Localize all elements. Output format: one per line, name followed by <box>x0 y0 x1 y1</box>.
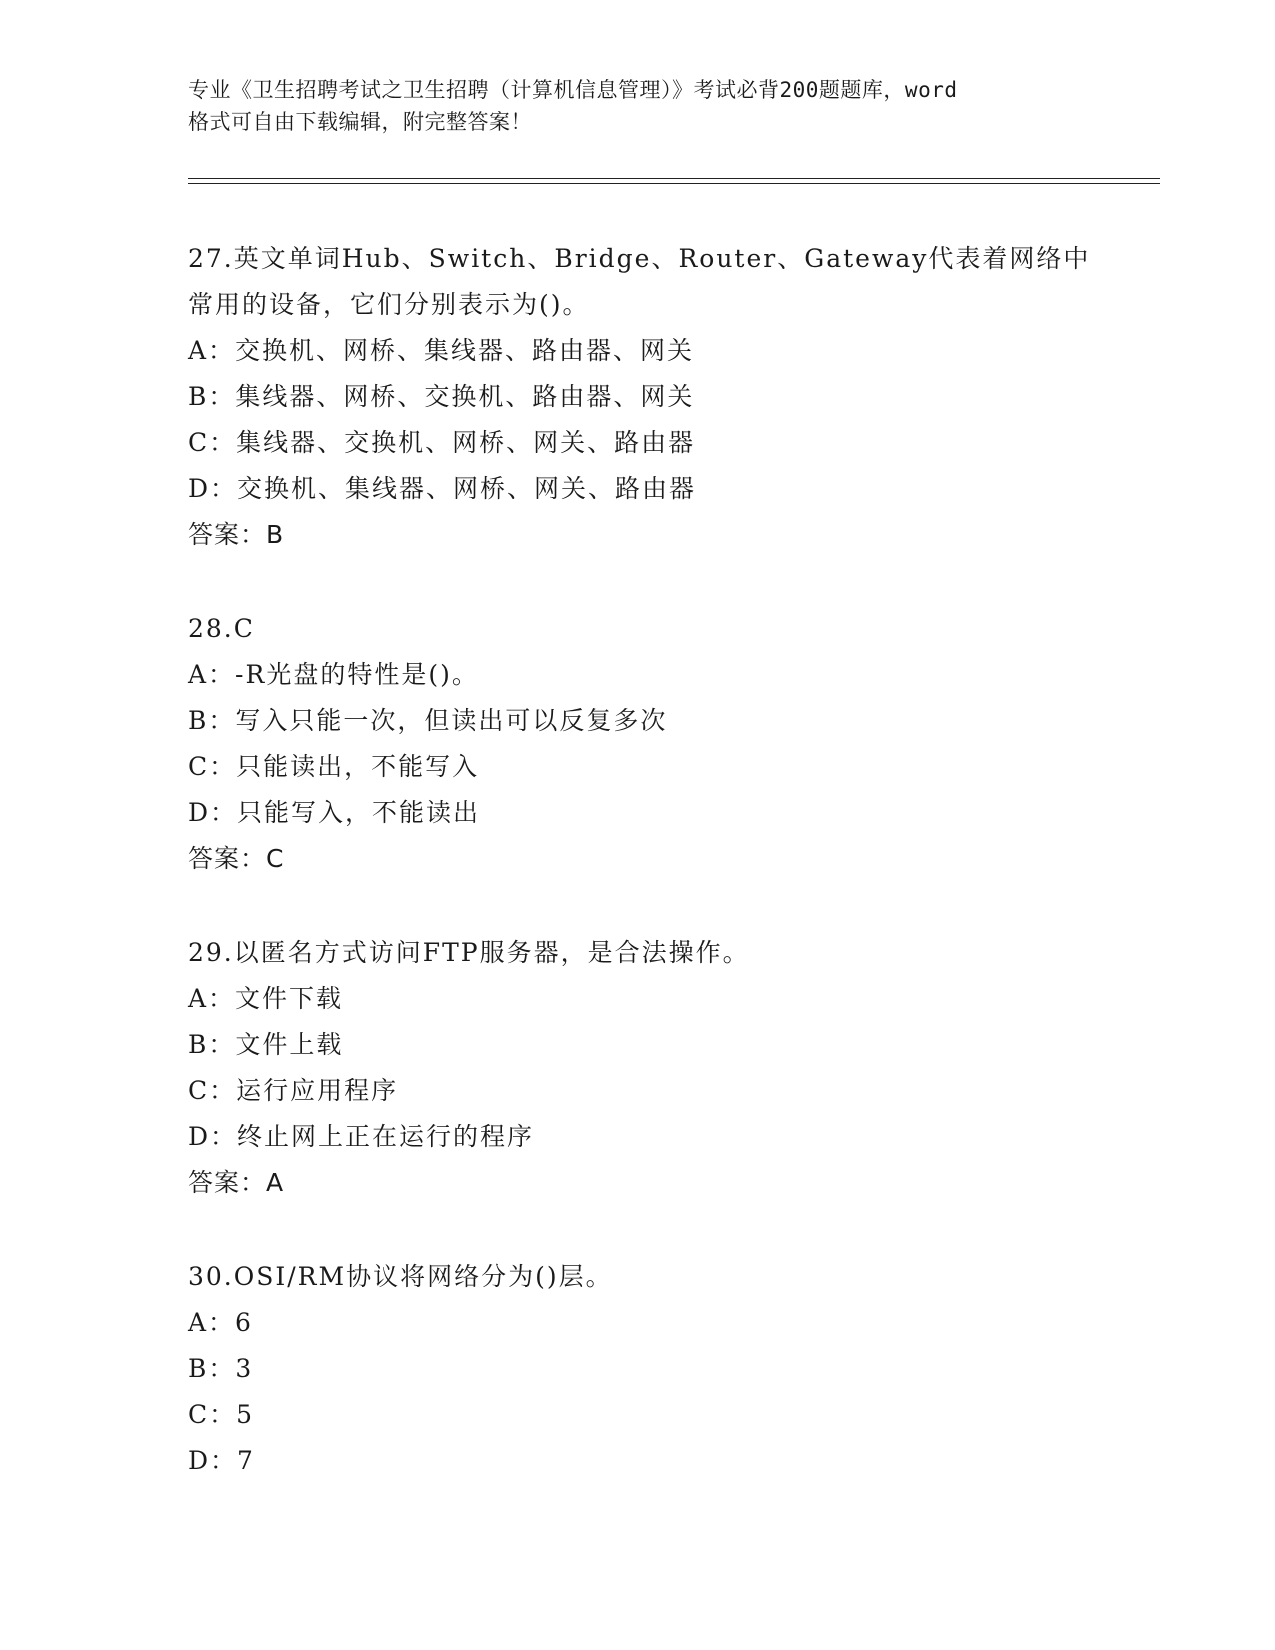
option-c: C：集线器、交换机、网桥、网关、路由器 <box>188 428 696 457</box>
option-c: C：只能读出，不能写入 <box>188 752 480 781</box>
question-stem: 29.以匿名方式访问FTP服务器，是合法操作。 <box>188 938 750 967</box>
option-b: B：写入只能一次，但读出可以反复多次 <box>188 706 668 735</box>
option-d: D：交换机、集线器、网桥、网关、路由器 <box>188 474 697 503</box>
question-28 <box>188 606 1088 882</box>
option-b: B：集线器、网桥、交换机、路由器、网关 <box>188 382 695 411</box>
option-c: C：5 <box>188 1400 255 1429</box>
header-divider-top <box>188 178 1160 179</box>
option-a: A：-R光盘的特性是()。 <box>188 660 479 689</box>
option-a: A：文件下载 <box>188 984 344 1013</box>
option-d: D：只能写入，不能读出 <box>188 798 481 827</box>
answer-line: 答案：B <box>188 520 285 549</box>
answer-line: 答案：A <box>188 1168 285 1197</box>
question-list <box>188 236 1091 1532</box>
document-header <box>188 74 1108 138</box>
option-b: B：3 <box>188 1354 254 1383</box>
header-line-1: 专业《卫生招聘考试之卫生招聘（计算机信息管理）》考试必背200题题库，word <box>188 78 958 102</box>
option-a: A：6 <box>188 1308 253 1337</box>
option-a: A：交换机、网桥、集线器、路由器、网关 <box>188 336 695 365</box>
question-stem-continued: 常用的设备，它们分别表示为()。 <box>188 290 590 319</box>
question-stem: 27.英文单词Hub、Switch、Bridge、Router、Gateway代表着网络中 <box>188 244 1091 273</box>
answer-line: 答案：C <box>188 844 285 873</box>
question-27 <box>188 236 1091 558</box>
option-c: C：运行应用程序 <box>188 1076 399 1105</box>
question-29 <box>188 930 1088 1206</box>
question-stem: 28.C <box>188 614 255 643</box>
option-d: D：终止网上正在运行的程序 <box>188 1122 535 1151</box>
header-line-2: 格式可自由下载编辑，附完整答案！ <box>188 110 532 134</box>
question-stem: 30.OSI/RM协议将网络分为()层。 <box>188 1262 613 1291</box>
option-b: B：文件上载 <box>188 1030 344 1059</box>
option-d: D：7 <box>188 1446 255 1475</box>
header-divider-bottom <box>188 183 1160 184</box>
question-30 <box>188 1254 1088 1484</box>
